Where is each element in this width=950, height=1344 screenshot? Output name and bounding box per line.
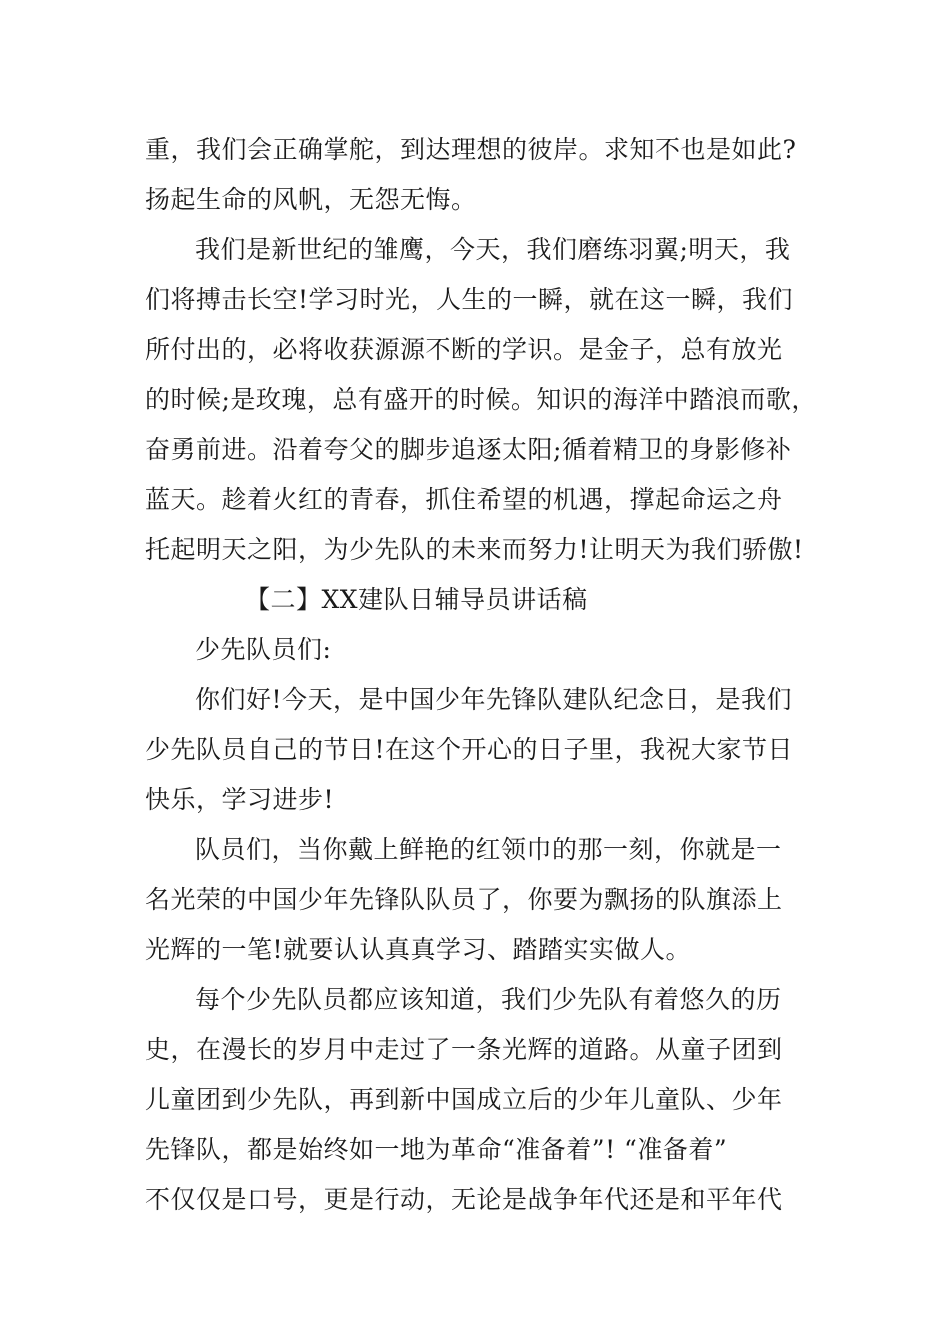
text-line: 奋勇前进。沿着夸父的脚步追逐太阳;循着精卫的身影修补 [145, 435, 792, 464]
text-line: 不仅仅是口号，更是行动，无论是战争年代还是和平年代 [145, 1185, 783, 1214]
paragraph-first-line: 我们是新世纪的雏鹰，今天，我们磨练羽翼;明天，我 [195, 235, 791, 264]
text-line: 重，我们会正确掌舵，到达理想的彼岸。求知不也是如此? [145, 135, 797, 164]
section-heading: 【二】XX建队日辅导员讲话稿 [245, 585, 588, 614]
text-line: 蓝天。趁着火红的青春，抓住希望的机遇，撑起命运之舟 [145, 485, 783, 514]
text-line: 扬起生命的风帆，无怨无悔。 [145, 185, 477, 214]
text-line: 名光荣的中国少年先锋队队员了，你要为飘扬的队旗添上 [145, 885, 783, 914]
text-line: 们将搏击长空!学习时光，人生的一瞬，就在这一瞬，我们 [145, 285, 794, 314]
text-line: 史，在漫长的岁月中走过了一条光辉的道路。从童子团到 [145, 1035, 783, 1064]
text-line: 光辉的一笔!就要认认真真学习、踏踏实实做人。 [145, 935, 692, 964]
text-line: 所付出的，必将收获源源不断的学识。是金子，总有放光 [145, 335, 783, 364]
text-line: 儿童团到少先队，再到新中国成立后的少年儿童队、少年 [145, 1085, 783, 1114]
paragraph-first-line: 你们好!今天，是中国少年先锋队建队纪念日，是我们 [195, 685, 793, 714]
text-line: 的时候;是玫瑰，总有盛开的时候。知识的海洋中踏浪而歌， [145, 385, 817, 414]
text-line: 先锋队，都是始终如一地为革命“准备着”! “准备着” [145, 1135, 728, 1164]
text-line: 托起明天之阳，为少先队的未来而努力!让明天为我们骄傲! [145, 535, 804, 564]
text-line: 快乐，学习进步! [145, 785, 335, 814]
paragraph-first-line: 队员们，当你戴上鲜艳的红领巾的那一刻，你就是一 [195, 835, 782, 864]
salutation: 少先队员们: [195, 635, 332, 664]
text-line: 少先队员自己的节日!在这个开心的日子里，我祝大家节日 [145, 735, 794, 764]
paragraph-first-line: 每个少先队员都应该知道，我们少先队有着悠久的历 [195, 985, 782, 1014]
